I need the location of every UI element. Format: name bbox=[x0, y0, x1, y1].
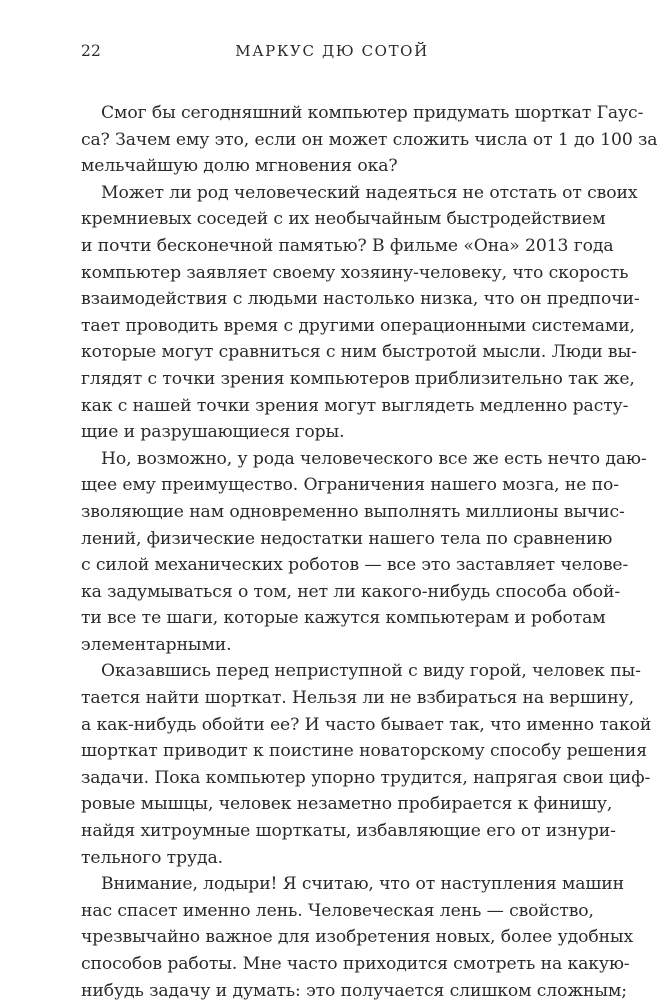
text-line: а как-нибудь обойти ее? И часто бывает так, что именно такой bbox=[81, 714, 652, 735]
body-text bbox=[81, 100, 658, 1004]
text-line: которые могут сравниться с ним быстротой мысли. Люди вы- bbox=[81, 342, 637, 363]
text-line: способов работы. Мне часто приходится смотреть на какую- bbox=[81, 954, 630, 974]
text-line: щие и разрушающиеся горы. bbox=[81, 422, 345, 443]
text-line: тельного труда. bbox=[81, 847, 223, 868]
text-line: найдя хитроумные шорткаты, избавляющие его от изнури- bbox=[81, 821, 616, 842]
text-line: задачи. Пока компьютер упорно трудится, напрягая свои циф- bbox=[81, 767, 651, 788]
text-line: Смог бы сегодняшний компьютер придумать шорткат Гаус- bbox=[101, 103, 644, 123]
text-line: шорткат приводит к поистине новаторскому способу решения bbox=[81, 741, 647, 762]
text-line: тает проводить время с другими операционными системами, bbox=[81, 315, 635, 336]
text-line: кремниевых соседей с их необычайным быстродействием bbox=[81, 209, 606, 230]
text-line: лений, физические недостатки нашего тела по сравнению bbox=[81, 528, 613, 549]
text-line: Внимание, лодыри! Я считаю, что от наступления машин bbox=[101, 874, 624, 895]
text-line: с силой механических роботов — все это заставляет челове- bbox=[81, 555, 629, 576]
text-line: как с нашей точки зрения могут выглядеть медленно расту- bbox=[81, 395, 629, 416]
text-line: глядят с точки зрения компьютеров приблизительно так же, bbox=[81, 368, 635, 389]
text-line: мельчайшую долю мгновения ока? bbox=[81, 156, 398, 177]
text-line: ти все те шаги, которые кажутся компьютерам и роботам bbox=[81, 608, 606, 629]
text-line: тается найти шорткат. Нельзя ли не взбираться на вершину, bbox=[81, 688, 634, 709]
text-line: Оказавшись перед неприступной с виду горой, человек пы- bbox=[101, 661, 641, 682]
text-line: взаимодействия с людьми настолько низка, что он предпочи- bbox=[81, 289, 640, 310]
text-line: зволяющие нам одновременно выполнять миллионы вычис- bbox=[81, 501, 625, 522]
running-header bbox=[0, 42, 664, 66]
text-line: са? Зачем ему это, если он может сложить числа от 1 до 100 за bbox=[81, 129, 658, 150]
text-line: Может ли род человеческий надеяться не отстать от своих bbox=[101, 182, 638, 203]
text-line: и почти бесконечной памятью? В фильме «Она» 2013 года bbox=[81, 235, 614, 256]
text-line: чрезвычайно важное для изобретения новых, более удобных bbox=[81, 927, 634, 948]
text-line: ка задумываться о том, нет ли какого-нибудь способа обой- bbox=[81, 581, 621, 602]
text-line: компьютер заявляет своему хозяину-человеку, что скорость bbox=[81, 262, 629, 283]
running-header-author: МАРКУС ДЮ СОТОЙ bbox=[235, 42, 429, 60]
text-line: элементарными. bbox=[81, 634, 232, 655]
text-line: нибудь задачу и думать: это получается слишком сложным; bbox=[81, 980, 627, 1001]
text-line: щее ему преимущество. Ограничения нашего мозга, не по- bbox=[81, 475, 619, 496]
page-number: 22 bbox=[81, 42, 102, 60]
text-line: Но, возможно, у рода человеческого все же есть нечто даю- bbox=[101, 448, 647, 469]
text-line: нас спасет именно лень. Человеческая лень — свойство, bbox=[81, 900, 594, 921]
text-line: ровые мышцы, человек незаметно пробирается к финишу, bbox=[81, 794, 613, 815]
